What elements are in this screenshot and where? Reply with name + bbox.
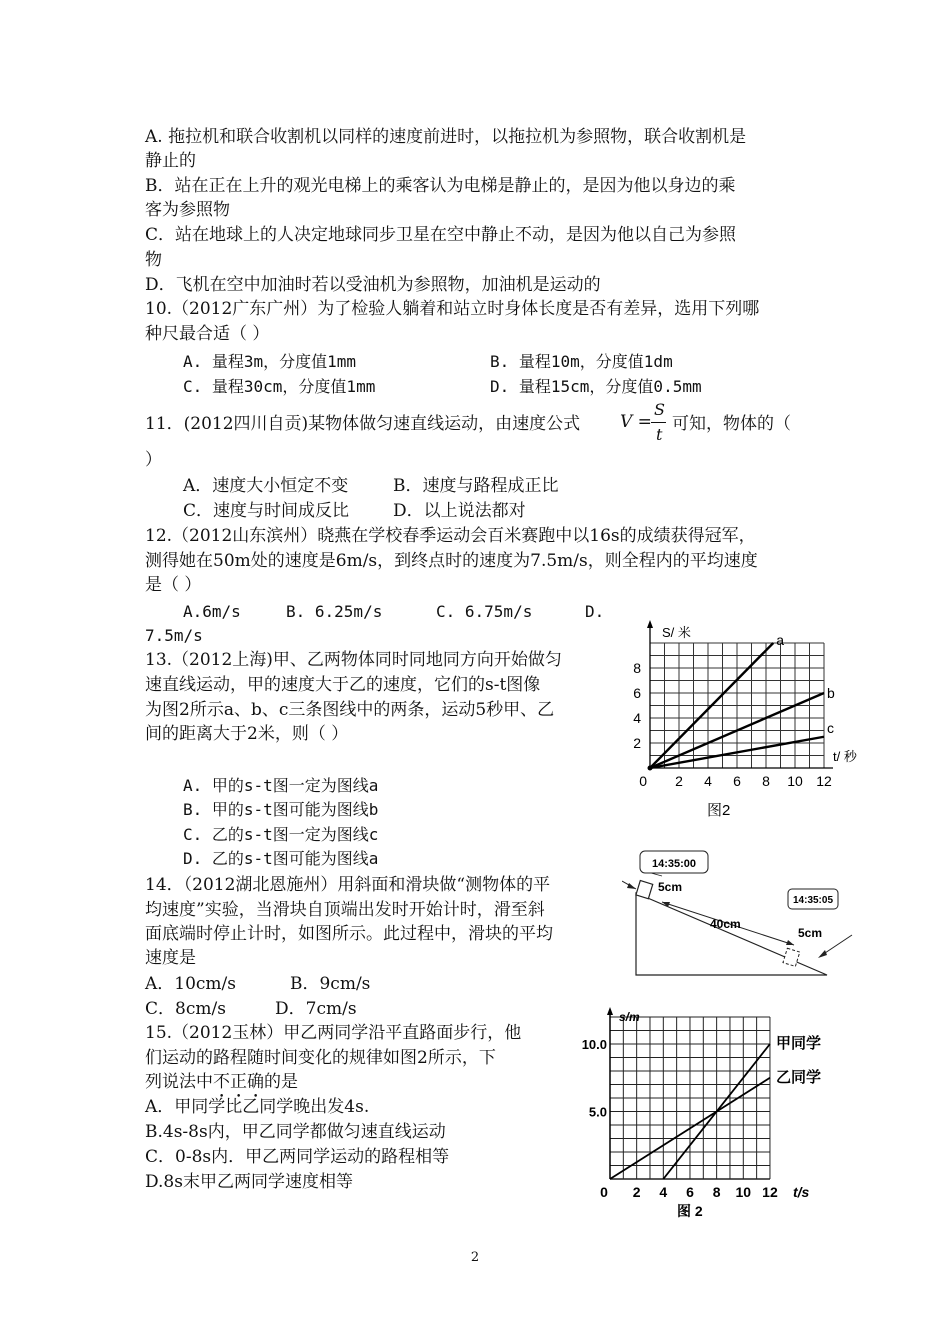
q9-option-a-line2: 静止的 xyxy=(145,151,196,171)
q13-option-b: B. 甲的s-t图可能为图线b xyxy=(183,800,379,819)
q12-stem-line2: 测得她在50m处的速度是6m/s，到终点时的速度为7.5m/s，则全程内的平均速度 xyxy=(145,551,758,571)
series-label-c: c xyxy=(827,719,834,736)
q13-stem-line3: 为图2所示a、b、c三条图线中的两条，运动5秒甲、乙 xyxy=(145,700,555,720)
y-tick-label: 4 xyxy=(633,710,641,726)
st-graph-figure-top xyxy=(615,618,875,823)
q14-stem-line4: 速度是 xyxy=(145,948,196,968)
q10-stem-line1: 10.（2012广东广州）为了检验人躺着和站立时身体长度是否有差异，选用下列哪 xyxy=(145,299,760,319)
q12-option-d: D. xyxy=(585,602,605,621)
q11-stem-line2: ） xyxy=(145,450,162,470)
series-label-yi: 乙同学 xyxy=(775,1068,821,1086)
origin-label: 0 xyxy=(639,773,647,789)
q11-formula-numerator: S xyxy=(654,400,665,419)
x-tick-label: 4 xyxy=(659,1184,668,1200)
st-graph-figure-bottom xyxy=(575,1005,840,1225)
y-tick-label: 8 xyxy=(633,660,641,676)
q11-option-c: C．速度与时间成反比 xyxy=(183,501,350,521)
q12-option-a: A.6m/s xyxy=(183,602,241,621)
q15-option-d: D.8s末甲乙两同学速度相等 xyxy=(145,1172,353,1192)
q14-option-d: D．7cm/s xyxy=(275,999,357,1019)
st-graph-top-lines xyxy=(648,643,825,771)
q13-stem-line4: 间的距离大于2米，则（ ） xyxy=(145,724,349,744)
q12-stem-line1: 12.（2012山东滨州）晓燕在学校春季运动会百米赛跑中以16s的成绩获得冠军， xyxy=(145,526,756,546)
q14-stem-line3: 面底端时停止计时，如图所示。此过程中，滑块的平均 xyxy=(145,924,553,944)
series-label-b: b xyxy=(827,685,835,701)
q10-stem-line2: 种尺最合适（ ） xyxy=(145,324,270,344)
y-axis-arrow-icon xyxy=(607,1007,613,1015)
arrow-icon xyxy=(627,883,636,889)
dim-arrow-right-icon xyxy=(786,940,794,945)
block-length-bottom: 5cm xyxy=(798,926,823,940)
q10-option-a: A. 量程3m，分度值1mm xyxy=(183,352,357,371)
track-length: 40cm xyxy=(710,917,741,931)
x-tick-label: 12 xyxy=(816,773,832,789)
st-graph-bottom-ylabel: s/m xyxy=(619,1010,640,1024)
q14-stem-line2: 均速度”实验，当滑块自顶端出发时开始计时，滑至斜 xyxy=(145,900,545,920)
q15-stem-part-end: 的是 xyxy=(264,1072,298,1092)
incline-experiment-figure xyxy=(622,845,854,980)
q15-option-a: A．甲同学比乙同学晚出发4s. xyxy=(145,1097,370,1117)
q11-fraction-bar xyxy=(651,422,666,423)
x-tick-label: 2 xyxy=(675,773,683,789)
st-graph-bottom-caption: 图 2 xyxy=(677,1203,703,1219)
x-tick-label: 6 xyxy=(686,1184,694,1200)
q13-stem-line1: 13.（2012上海)甲、乙两物体同时同地同方向开始做匀 xyxy=(145,650,562,670)
x-tick-label: 10 xyxy=(787,773,803,789)
st-graph-bottom-grid xyxy=(610,1017,770,1179)
st-graph-top-xlabel: t/ 秒 xyxy=(833,749,857,764)
q14-option-c: C．8cm/s xyxy=(145,999,226,1019)
st-graph-bottom-xlabel: t/s xyxy=(793,1184,810,1200)
q15-option-b: B.4s-8s内，甲乙同学都做匀速直线运动 xyxy=(145,1122,446,1142)
q11-option-d: D．以上说法都对 xyxy=(393,501,526,521)
q10-option-b: B. 量程10m，分度值1dm xyxy=(490,352,673,371)
series-label-a: a xyxy=(776,632,785,648)
page-number: 2 xyxy=(470,1250,480,1265)
q14-option-a: A．10cm/s xyxy=(145,974,237,994)
y-tick-label: 5.0 xyxy=(588,1104,607,1120)
x-tick-label: 12 xyxy=(762,1184,778,1200)
pointer-line-bottom xyxy=(822,935,852,955)
q12-option-b: B. 6.25m/s xyxy=(286,602,383,621)
arrow-icon xyxy=(818,950,827,958)
q13-stem-line2: 速直线运动，甲的速度大于乙的速度，它们的s-t图像 xyxy=(145,675,541,695)
q15-stem-part: 列说法中 xyxy=(145,1072,213,1092)
stopwatch-end-time: 14:35:05 xyxy=(792,895,834,906)
q11-option-b: B．速度与路程成正比 xyxy=(393,476,559,496)
x-tick-label: 0 xyxy=(600,1184,608,1200)
st-graph-top-caption: 图2 xyxy=(707,802,731,819)
x-tick-label: 8 xyxy=(712,1184,721,1200)
q9-option-c-line2: 物 xyxy=(145,250,162,270)
q11-option-a: A．速度大小恒定不变 xyxy=(183,476,349,496)
y-tick-label: 6 xyxy=(633,685,641,701)
slider-block-top xyxy=(636,881,653,899)
y-tick-label: 2 xyxy=(633,735,641,751)
stopwatch-start-time: 14:35:00 xyxy=(651,858,697,870)
q15-option-c: C．0-8s内．甲乙两同学运动的路程相等 xyxy=(145,1147,450,1167)
x-tick-label: 4 xyxy=(704,773,712,789)
q9-option-b-line1: B．站在正在上升的观光电梯上的乘客认为电梯是静止的，是因为他以身边的乘 xyxy=(145,176,736,196)
y-axis-arrow-icon xyxy=(647,620,653,628)
q15-emphasis-dotted: 不正确 xyxy=(213,1072,264,1092)
slider-block-bottom xyxy=(783,948,800,966)
q12-option-c: C. 6.75m/s xyxy=(436,602,533,621)
q12-stem-line3: 是（ ） xyxy=(145,575,202,595)
x-tick-label: 6 xyxy=(733,773,741,789)
y-tick-label: 10.0 xyxy=(581,1037,607,1052)
q12-option-d-value: 7.5m/s xyxy=(145,626,203,645)
q11-stem-after: 可知，物体的（ xyxy=(672,414,791,434)
q9-option-d: D．飞机在空中加油时若以受油机为参照物，加油机是运动的 xyxy=(145,275,601,295)
q15-stem-line2: 们运动的路程随时间变化的规律如图2所示，下 xyxy=(145,1048,496,1068)
q13-option-a: A. 甲的s-t图一定为图线a xyxy=(183,776,379,795)
q13-option-c: C. 乙的s-t图一定为图线c xyxy=(183,825,379,844)
x-tick-label: 8 xyxy=(762,773,770,789)
st-graph-top-ylabel: S/ 米 xyxy=(662,625,691,640)
q9-option-b-line2: 客为参照物 xyxy=(145,200,230,220)
series-label-jia: 甲同学 xyxy=(775,1035,821,1052)
q9-option-a-line1: A. 拖拉机和联合收割机以同样的速度前进时，以拖拉机为参照物，联合收割机是 xyxy=(145,127,747,147)
q14-option-b: B．9cm/s xyxy=(290,974,371,994)
q10-option-c: C. 量程30cm，分度值1mm xyxy=(183,377,376,396)
q10-option-d: D. 量程15cm，分度值0.5mm xyxy=(490,377,702,396)
q9-option-c-line1: C．站在地球上的人决定地球同步卫星在空中静止不动，是因为他以自己为参照 xyxy=(145,225,737,245)
q13-option-d: D. 乙的s-t图可能为图线a xyxy=(183,849,379,868)
q11-formula-lhs: V = xyxy=(620,412,652,432)
q15-stem-line1: 15.（2012玉林）甲乙两同学沿平直路面步行，他 xyxy=(145,1023,522,1043)
q11-formula-denominator: t xyxy=(656,425,663,444)
q14-stem-line1: 14．（2012湖北恩施州）用斜面和滑块做“测物体的平 xyxy=(145,875,551,895)
q11-stem-before: 11．(2012四川自贡)某物体做匀速直线运动，由速度公式 xyxy=(145,414,581,434)
x-tick-label: 10 xyxy=(735,1184,752,1200)
block-length-top: 5cm xyxy=(658,880,683,894)
x-tick-label: 2 xyxy=(632,1184,641,1200)
